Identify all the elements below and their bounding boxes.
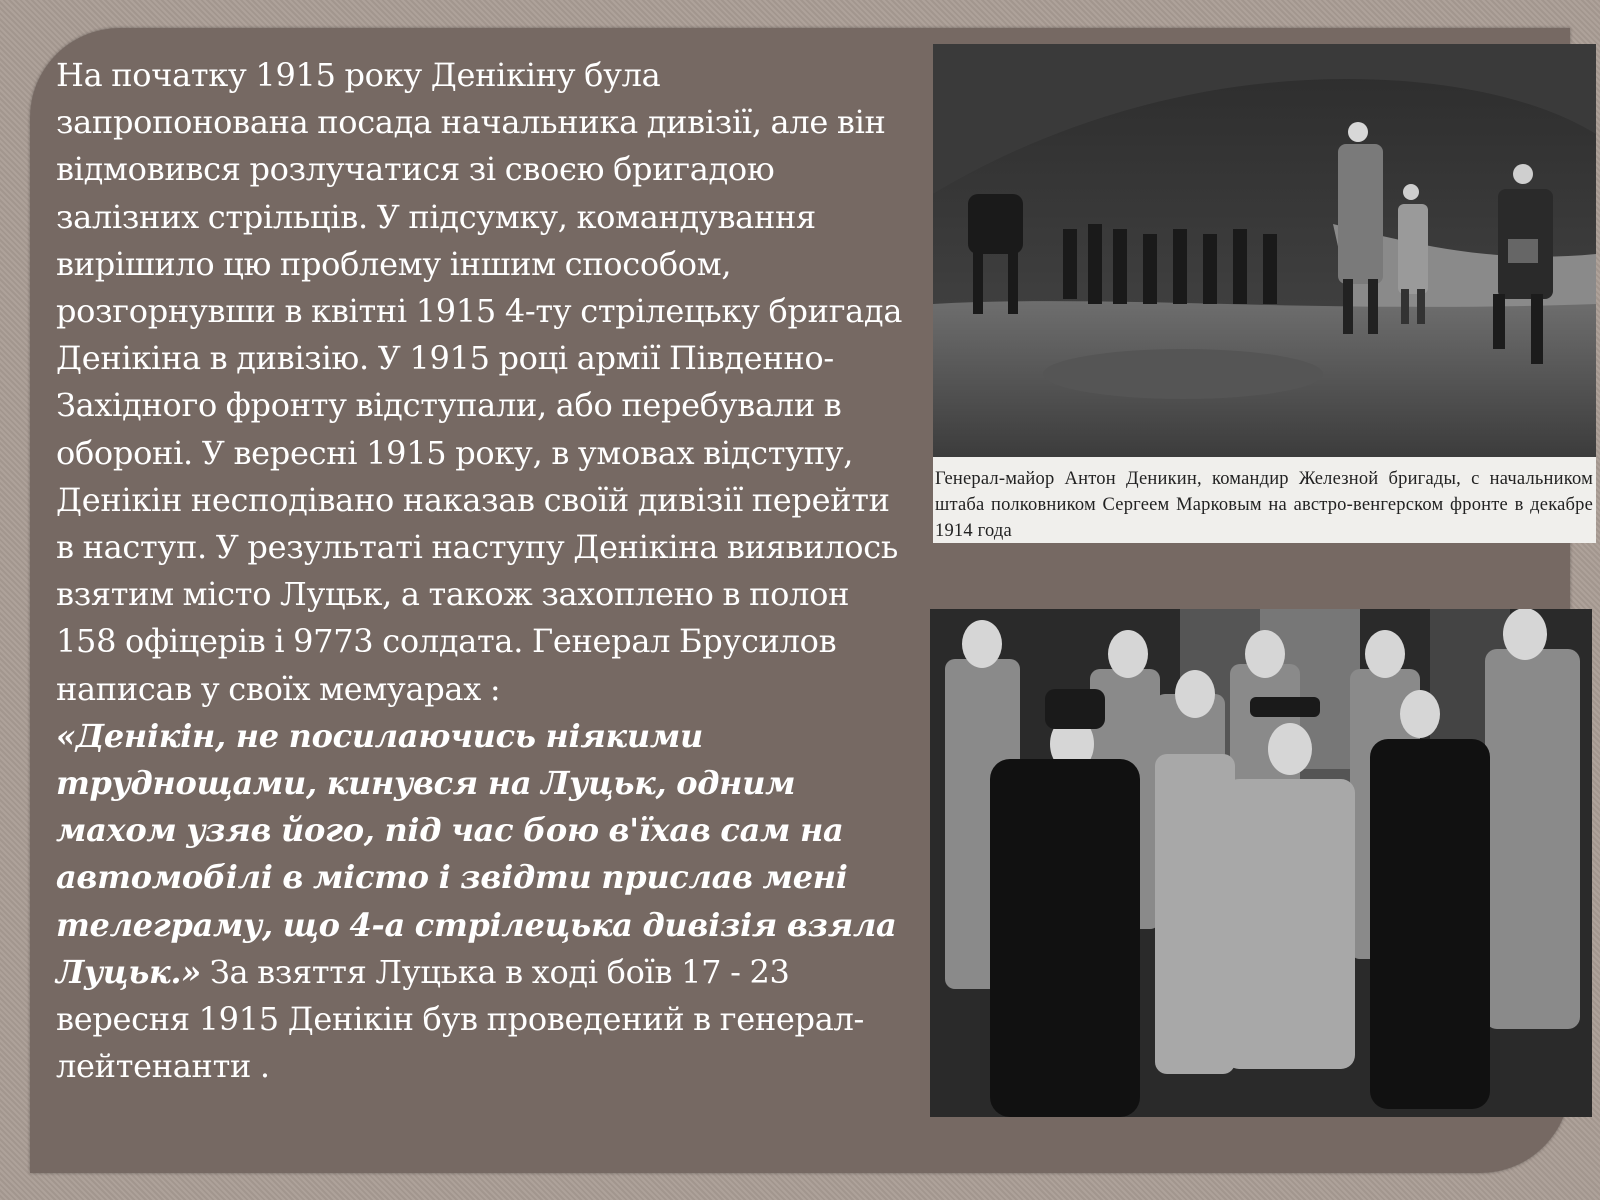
photo-field-image: [933, 44, 1596, 457]
photo-group-officers: [930, 609, 1592, 1117]
intro-paragraph: На початку 1915 року Денікіну була запропонована посада начальника дивізії, але він відмовився розлучатися зі своєю бригадою залізних стрільців. У підсумку, командування вирішило цю проблему іншим способом, розгорнувши в квітні 1915 4-ту стрілецьку бригада Денікіна в дивізію. У 1915 році армії Південно-Західного фронту відступали, або перебували в обороні. У вересні 1915 року, в умовах відступу, Денікін несподівано наказав своїй дивізії перейти в наступ. У результаті наступу Денікіна виявилось взятим місто Луцьк, а також захоплено в полон 158 офіцерів і 9773 солдата. Генерал Брусилов написав у своїх мемуарах :: [56, 56, 903, 708]
brusilov-quote: «Денікін, не посилаючись ніякими труднощами, кинувся на Луцьк, одним махом узяв його, під час бою в'їхав сам на автомобілі в місто і звідти прислав мені телеграму, що 4-а стрілецька дивізія взяла Луцьк.»: [56, 716, 897, 991]
photo-caption: Генерал-майор Антон Деникин, командир Железной бригады, с начальником штаба полковником Сергеем Марковым на австро-венгерском фронте в декабре 1914 года: [935, 469, 1593, 541]
photo-field-officers: [933, 44, 1596, 543]
outro-paragraph: За взяття Луцька в ході боїв 17 - 23 вересня 1915 Денікін був проведений в генерал-лейтенанти .: [56, 952, 865, 1086]
body-text: [56, 52, 916, 1090]
